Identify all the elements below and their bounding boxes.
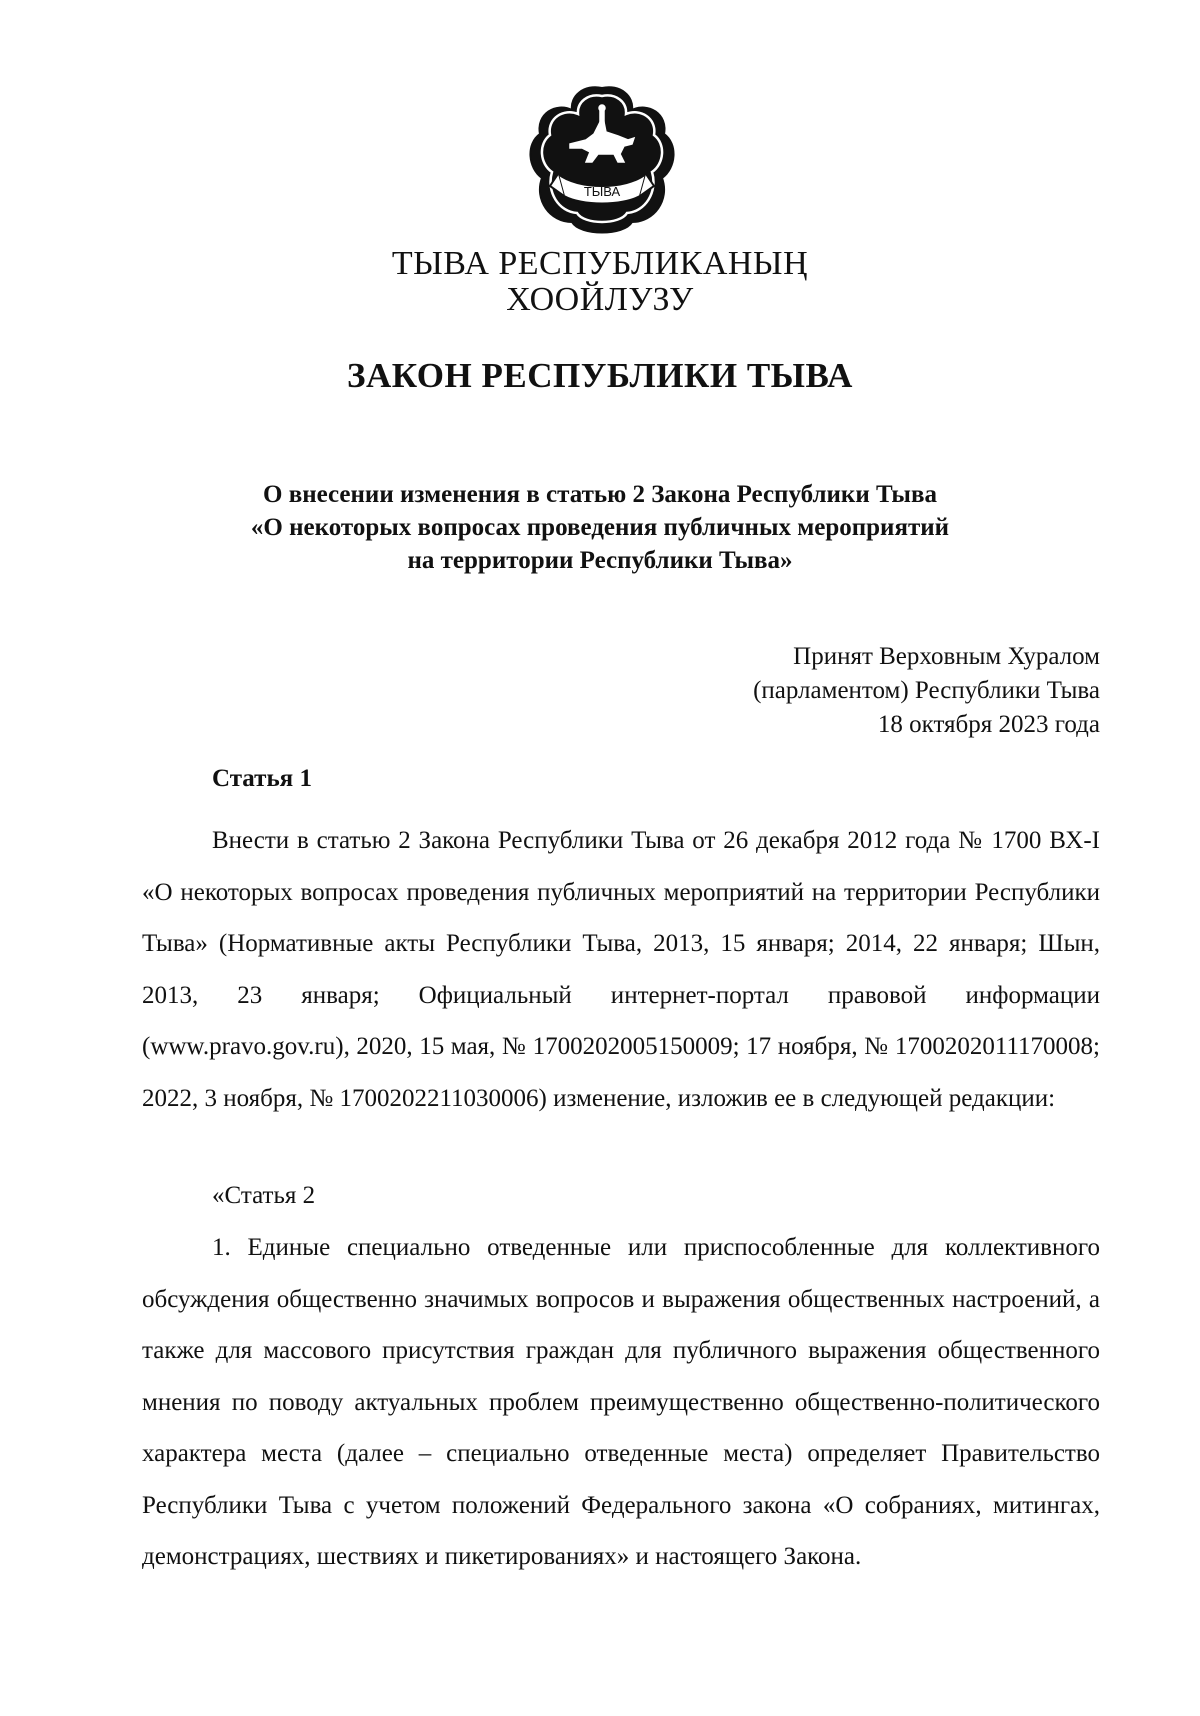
law-title-line1: О внесении изменения в статью 2 Закона Республики Тыва bbox=[263, 481, 937, 508]
adoption-note bbox=[753, 640, 1100, 742]
article-2-paragraph-1: 1. Единые специально отведенные или приспособленные для коллективного обсуждения общественно значимых вопросов и выражения общественных настроений, а также для массового присутствия граждан для публичного выражения общественного мнения по поводу актуальных проблем преимущественно общественно-политического характера места (далее – специально отведенные места) определяет Правительство Республики Тыва с учетом положений Федерального закона «О собраниях, митингах, демонстрациях, шествиях и пикетированиях» и настоящего Закона. bbox=[142, 1234, 1100, 1570]
emblem-ribbon-text: ТЫВА bbox=[583, 184, 621, 199]
adoption-date: 18 октября 2023 года bbox=[877, 711, 1100, 738]
header-tuvan-line2: ХООЙЛУЗУ bbox=[506, 281, 694, 318]
adoption-line2: (парламентом) Республики Тыва bbox=[753, 677, 1100, 704]
adoption-line1: Принят Верховным Хуралом bbox=[793, 643, 1100, 670]
header-tuvan bbox=[0, 246, 1200, 318]
law-title bbox=[0, 478, 1200, 577]
header-tuvan-line1: ТЫВА РЕСПУБЛИКАНЫҢ bbox=[391, 245, 809, 282]
header-russian: ЗАКОН РЕСПУБЛИКИ ТЫВА bbox=[347, 356, 853, 395]
article-1-heading: Статья 1 bbox=[212, 765, 312, 792]
article-1-paragraph: Внести в статью 2 Закона Республики Тыва от 26 декабря 2012 года № 1700 ВХ-I «О некоторых вопросах проведения публичных мероприятий на территории Республики Тыва» (Нормативные акты Республики Тыва, 2013, 15 января; 2014, 22 января; Шын, 2013, 23 января; Официальный интернет-портал правовой информации (www.pravo.gov.ru), 2020, 15 мая, № 1700202005150009; 17 ноября, № 1700202011170008; 2022, 3 ноября, № 1700202211030006) изменение, изложив ее в следующей редакции: bbox=[142, 827, 1100, 1112]
law-title-line2: «О некоторых вопросах проведения публичных мероприятий bbox=[250, 514, 950, 541]
coat-of-arms-tyva-icon bbox=[528, 82, 676, 238]
article-2-heading: «Статья 2 bbox=[212, 1182, 316, 1209]
law-title-line3: на территории Республики Тыва» bbox=[407, 547, 793, 574]
